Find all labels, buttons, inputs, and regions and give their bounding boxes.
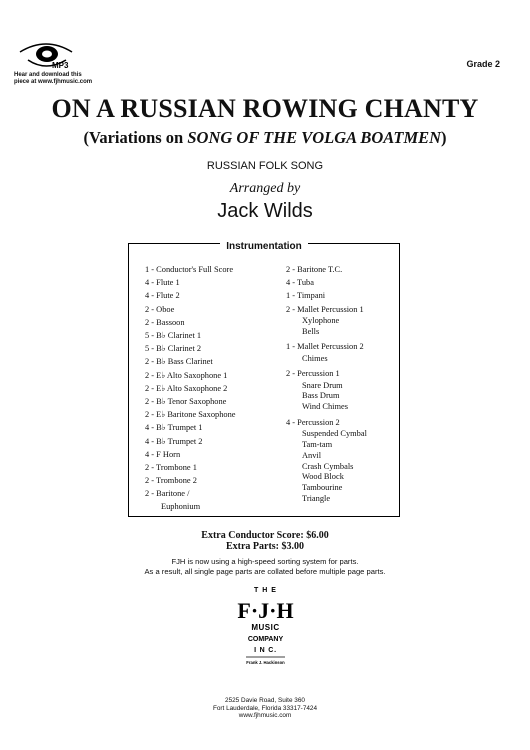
subtitle-suffix: ): [441, 128, 447, 147]
part-item: 2 - Baritone /: [145, 489, 190, 499]
part-sub-item: Tam-tam: [302, 440, 333, 449]
part-sub-item: Suspended Cymbal: [302, 429, 367, 439]
extra-prices: [0, 530, 530, 552]
part-item: 2 - Bassoon: [145, 317, 185, 327]
notice-line2: As a result, all single page parts are collated before multiple page parts.: [144, 567, 386, 576]
part-item: 1 - Conductor's Full Score: [145, 265, 234, 274]
part-sub-item: Tambourine: [302, 483, 343, 493]
address-line2: Fort Lauderdale, Florida 33317-7424: [212, 704, 318, 712]
part-item: 5 - B♭ Clarinet 2: [145, 344, 202, 354]
arranged-by-label: Arranged by: [229, 181, 301, 196]
part-item: 2 - Trombone 2: [145, 476, 197, 486]
part-sub-item: Wood Block: [302, 472, 344, 482]
part-item: 5 - B♭ Clarinet 1: [145, 331, 202, 341]
part-sub-item: Triangle: [302, 493, 331, 503]
part-item: 2 - Oboe: [145, 304, 175, 314]
part-item: 2 - Percussion 1: [286, 369, 340, 379]
part-item: 2 - E♭ Alto Saxophone 2: [145, 383, 228, 393]
part-sub-item: Bass Drum: [302, 391, 340, 401]
part-item: 4 - F Horn: [145, 449, 181, 459]
part-item: 4 - B♭ Trumpet 2: [145, 436, 203, 446]
part-item: 1 - Timpani: [286, 291, 326, 301]
logo-music: MUSIC: [251, 623, 280, 632]
part-item: 2 - B♭ Bass Clarinet: [145, 357, 213, 367]
part-item: 2 - E♭ Baritone Saxophone: [145, 410, 236, 420]
logo-company: COMPANY: [247, 636, 284, 643]
mp3-caption-line1: Hear and download this: [14, 72, 82, 78]
mp3-headphone-icon: [14, 38, 78, 70]
part-item: 1 - Mallet Percussion 2: [286, 342, 364, 352]
part-sub-item: Anvil: [302, 450, 322, 460]
piece-subtitle: [0, 128, 530, 148]
part-item-continuation: Euphonium: [161, 501, 201, 511]
logo-letters: F·J·H: [237, 598, 294, 623]
part-sub-item: Wind Chimes: [302, 402, 348, 412]
arranger-name: Jack Wilds: [217, 200, 313, 222]
mp3-label: MP3: [52, 61, 69, 70]
part-sub-item: Xylophone: [302, 315, 340, 325]
instrumentation-right-column: [286, 263, 367, 505]
part-item: 4 - Percussion 2: [286, 418, 340, 427]
part-item: 2 - B♭ Tenor Saxophone: [145, 397, 227, 407]
part-sub-item: Crash Cymbals: [302, 461, 354, 471]
part-sub-item: Bells: [302, 326, 320, 336]
part-sub-item: Chimes: [302, 353, 328, 363]
piece-title: ON A RUSSIAN ROWING CHANTY: [51, 94, 479, 123]
fjh-logo-graphic: [237, 584, 294, 691]
mp3-download-block: [14, 38, 104, 86]
subtitle-prefix: (Variations on: [83, 128, 188, 147]
logo-inc: I N C.: [254, 647, 277, 654]
sorting-notice: [0, 557, 530, 577]
part-item: 2 - E♭ Alto Saxophone 1: [145, 370, 228, 380]
instrumentation-left-column: [145, 263, 235, 512]
part-item: 4 - Tuba: [286, 278, 314, 288]
origin-label: RUSSIAN FOLK SONG: [206, 160, 324, 172]
address-line1: 2525 Davie Road, Suite 360: [225, 697, 305, 704]
part-item: 2 - Baritone T.C.: [286, 265, 343, 274]
notice-line1: FJH is now using a high-speed sorting system for parts.: [171, 557, 359, 566]
publisher-address: [0, 697, 530, 720]
part-item: 4 - Flute 2: [145, 291, 180, 301]
grade-label: Grade 2: [466, 59, 500, 69]
logo-the: T H E: [254, 587, 277, 594]
part-item: 2 - Trombone 1: [145, 463, 197, 473]
part-item: 2 - Mallet Percussion 1: [286, 304, 364, 314]
subtitle-song-name: SONG OF THE VOLGA BOATMEN: [187, 128, 442, 147]
address-website[interactable]: www.fjhmusic.com: [238, 712, 292, 720]
conductor-score-price: Extra Conductor Score: $6.00: [201, 530, 329, 541]
logo-founder: Frank J. Hackinson: [246, 660, 285, 665]
extra-parts-price: Extra Parts: $3.00: [225, 541, 305, 552]
part-item: 4 - Flute 1: [145, 278, 180, 288]
part-sub-item: Snare Drum: [302, 380, 343, 390]
instrumentation-box: [128, 243, 400, 517]
fjh-logo: [237, 584, 294, 691]
part-item: 4 - B♭ Trumpet 1: [145, 423, 203, 433]
instrumentation-heading: Instrumentation: [220, 241, 308, 252]
mp3-caption-line2: piece at www.fjhmusic.com: [14, 79, 93, 85]
